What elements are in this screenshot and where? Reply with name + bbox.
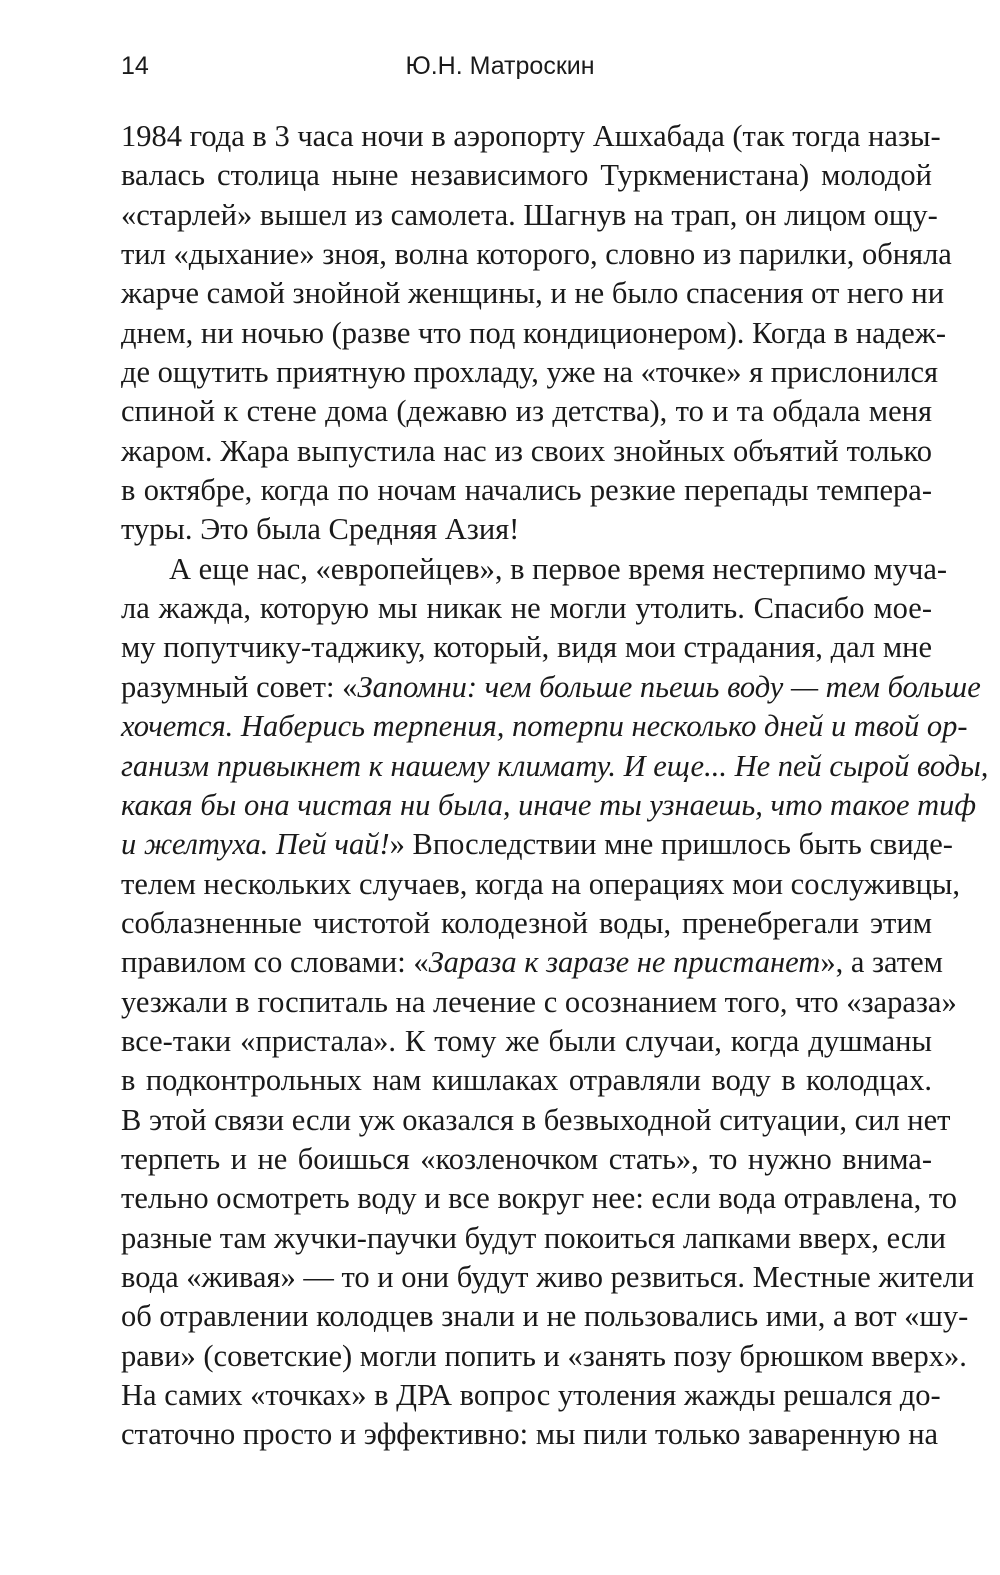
- text-line: вода «живая» — то и они будут живо резвиться. Местные жители: [121, 1259, 975, 1294]
- text-line: соблазненные чистотой колодезной воды, пренебрегали этим: [121, 905, 932, 940]
- text-line: тельно осмотреть воду и все вокруг нее: если вода отравлена, то: [121, 1181, 958, 1216]
- italic-quote: Запомни: чем больше пьешь воду — тем больше: [357, 669, 981, 704]
- text-line: в октябре, когда по ночам начались резкие перепады темпера-: [121, 473, 932, 508]
- text-line: [121, 668, 981, 707]
- text-line: жаром. Жара выпустила нас из своих знойных объятий только: [121, 433, 932, 468]
- text-line: телем нескольких случаев, когда на операциях мои сослуживцы,: [121, 866, 961, 901]
- text-line: в подконтрольных нам кишлаках отравляли воду в колодцах.: [121, 1063, 932, 1098]
- page-number: 14: [121, 52, 149, 80]
- body-text: [121, 117, 989, 1455]
- text-line: все-таки «пристала». К тому же были случаи, когда душманы: [121, 1023, 932, 1058]
- italic-quote: какая бы она чистая ни была, иначе ты узнаешь, что такое тиф: [121, 787, 977, 822]
- page-header: [0, 52, 1000, 88]
- text-line: жарче самой знойной женщины, и не было спасения от него ни: [121, 276, 945, 311]
- italic-quote: ганизм привыкнет к нашему климату. И еще... Не пей сырой воды,: [121, 748, 989, 783]
- text-run: разумный совет: «: [121, 669, 358, 704]
- text-line: А еще нас, «европейцев», в первое время нестерпимо муча-: [169, 551, 948, 586]
- text-line: [121, 786, 977, 825]
- text-run: правилом со словами: «: [121, 945, 429, 980]
- text-line: де ощутить приятную прохладу, уже на «точке» я прислонился: [121, 355, 939, 390]
- text-line: В этой связи если уж оказался в безвыходной ситуации, сил нет: [121, 1102, 951, 1137]
- italic-quote: Зараза к заразе не пристанет: [428, 945, 821, 980]
- italic-quote: и желтуха. Пей чай!: [121, 827, 390, 862]
- text-line: туры. Это была Средняя Азия!: [121, 512, 520, 547]
- text-line: уезжали в госпиталь на лечение с осознанием того, что «зараза»: [121, 984, 957, 1019]
- text-line: [121, 707, 968, 746]
- text-line: разные там жучки-паучки будут покоиться лапками вверх, если: [121, 1220, 946, 1255]
- text-line: спиной к стене дома (дежавю из детства), то и та обдала меня: [121, 394, 932, 429]
- text-line: об отравлении колодцев знали и не пользовались ими, а вот «шу-: [121, 1299, 969, 1334]
- text-run: », а затем: [820, 945, 943, 980]
- text-line: валась столица ныне независимого Туркменистана) молодой: [121, 158, 932, 193]
- text-line: 1984 года в 3 часа ночи в аэропорту Ашхабада (так тогда назы-: [121, 119, 941, 153]
- text-line: ла жажда, которую мы никак не могли утолить. Спасибо мое-: [121, 591, 932, 626]
- text-line: тил «дыхание» зноя, волна которого, словно из парилки, обняла: [121, 237, 952, 272]
- text-line: «старлей» вышел из самолета. Шагнув на трап, он лицом ощу-: [121, 197, 938, 232]
- text-line: На самих «точках» в ДРА вопрос утоления жажды решался до-: [121, 1378, 941, 1412]
- text-line: днем, ни ночью (разве что под кондиционером). Когда в надеж-: [121, 315, 946, 350]
- text-line: [121, 943, 943, 982]
- text-line: му попутчику-таджику, который, видя мои страдания, дал мне: [121, 630, 932, 665]
- text-line: статочно просто и эффективно: мы пили только заваренную на: [121, 1417, 939, 1452]
- text-line: [121, 825, 953, 864]
- text-run: » Впоследствии мне пришлось быть свиде-: [389, 827, 953, 862]
- text-line: рави» (советские) могли попить и «занять позу брюшком вверх».: [121, 1338, 967, 1373]
- text-line: терпеть и не боишься «козленочком стать», то нужно внима-: [121, 1141, 932, 1176]
- running-title: Ю.Н. Матроскин: [405, 52, 595, 80]
- text-line: [121, 747, 989, 786]
- italic-quote: хочется. Наберись терпения, потерпи несколько дней и твой ор-: [121, 709, 968, 744]
